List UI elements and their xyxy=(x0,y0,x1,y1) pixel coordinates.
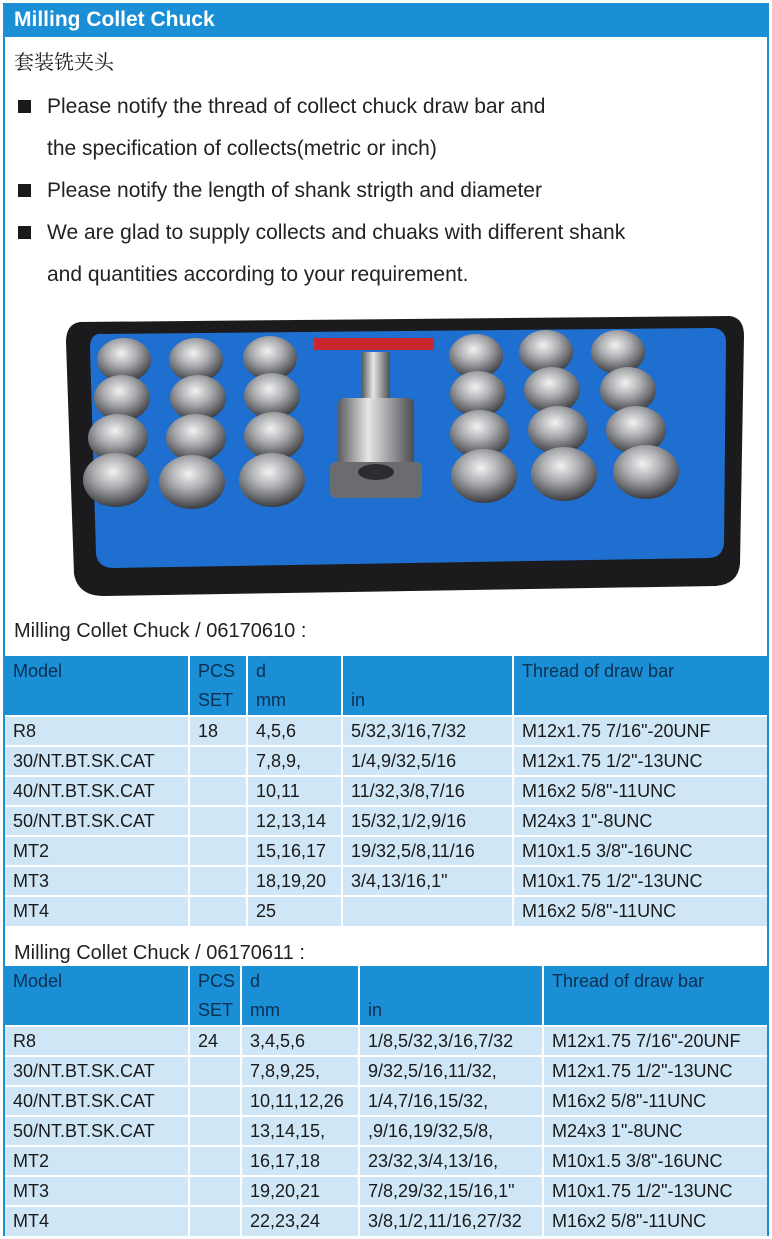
cell-in: 15/32,1/2,9/16 xyxy=(342,806,513,836)
cell-mm: 10,11,12,26 xyxy=(241,1086,359,1116)
note-line: We are glad to supply collects and chuaks with different shank xyxy=(47,221,626,244)
spec-table-06170610 xyxy=(5,656,767,926)
cell-model: MT4 xyxy=(5,896,189,926)
cell-pcs xyxy=(189,836,247,866)
cell-model: MT4 xyxy=(5,1206,189,1236)
header-set: SET xyxy=(189,686,247,716)
table-row xyxy=(5,776,767,806)
cell-pcs xyxy=(189,1056,241,1086)
table-row xyxy=(5,716,767,746)
cell-in: 3/8,1/2,11/16,27/32 xyxy=(359,1206,543,1236)
note-line: the specification of collects(metric or inch) xyxy=(47,137,437,160)
header-mm: mm xyxy=(241,996,359,1026)
cell-pcs xyxy=(189,1146,241,1176)
cell-thread: M16x2 5/8"-11UNC xyxy=(543,1206,767,1236)
cell-mm: 3,4,5,6 xyxy=(241,1026,359,1056)
table-row xyxy=(5,1026,767,1056)
header-in: in xyxy=(342,686,513,716)
page-title: Milling Collet Chuck xyxy=(3,3,769,37)
cell-mm: 25 xyxy=(247,896,342,926)
header-model: Model xyxy=(5,656,189,686)
cell-model: MT2 xyxy=(5,1146,189,1176)
cell-thread: M12x1.75 7/16"-20UNF xyxy=(543,1026,767,1056)
cell-model: 50/NT.BT.SK.CAT xyxy=(5,806,189,836)
cell-thread: M16x2 5/8"-11UNC xyxy=(513,776,767,806)
table-row xyxy=(5,746,767,776)
header-thread: Thread of draw bar xyxy=(513,656,767,686)
cell-pcs xyxy=(189,1206,241,1236)
cell-thread: M10x1.5 3/8"-16UNC xyxy=(513,836,767,866)
cell-pcs xyxy=(189,1176,241,1206)
note-item xyxy=(14,170,754,212)
cell-pcs xyxy=(189,1086,241,1116)
note-line: Please notify the thread of collect chuck draw bar and xyxy=(47,95,546,118)
header-mm: mm xyxy=(247,686,342,716)
collets-right xyxy=(449,330,679,503)
cell-mm: 7,8,9, xyxy=(247,746,342,776)
table-row xyxy=(5,1146,767,1176)
table-caption: Milling Collet Chuck / 06170610 : xyxy=(14,620,307,642)
table-row xyxy=(5,866,767,896)
table-row xyxy=(5,836,767,866)
square-bullet-icon xyxy=(18,184,31,197)
cell-model: 40/NT.BT.SK.CAT xyxy=(5,1086,189,1116)
cell-model: MT2 xyxy=(5,836,189,866)
header-pcs: PCS xyxy=(189,966,241,996)
cell-pcs xyxy=(189,1116,241,1146)
cell-mm: 7,8,9,25, xyxy=(241,1056,359,1086)
note-line: and quantities according to your requirement. xyxy=(47,263,469,286)
table-row xyxy=(5,1116,767,1146)
cell-mm: 19,20,21 xyxy=(241,1176,359,1206)
collets-left xyxy=(83,336,305,509)
cell-in: 1/8,5/32,3/16,7/32 xyxy=(359,1026,543,1056)
cell-in xyxy=(342,896,513,926)
spec-table-06170611 xyxy=(5,966,767,1236)
cell-in: 1/4,9/32,5/16 xyxy=(342,746,513,776)
header-thread-cont xyxy=(513,686,767,716)
notes-list xyxy=(14,86,754,296)
header-thread-cont xyxy=(543,996,767,1026)
cell-in: 5/32,3/16,7/32 xyxy=(342,716,513,746)
table-row xyxy=(5,1206,767,1236)
cell-thread: M16x2 5/8"-11UNC xyxy=(513,896,767,926)
cell-in: 9/32,5/16,11/32, xyxy=(359,1056,543,1086)
cell-model: MT3 xyxy=(5,866,189,896)
header-pcs: PCS xyxy=(189,656,247,686)
header-d: d xyxy=(247,656,342,686)
cell-mm: 13,14,15, xyxy=(241,1116,359,1146)
cell-model: 50/NT.BT.SK.CAT xyxy=(5,1116,189,1146)
table-caption: Milling Collet Chuck / 06170611 : xyxy=(14,942,305,964)
square-bullet-icon xyxy=(18,100,31,113)
header-in: in xyxy=(359,996,543,1026)
note-item xyxy=(14,212,754,296)
cell-mm: 15,16,17 xyxy=(247,836,342,866)
cell-thread: M12x1.75 1/2"-13UNC xyxy=(513,746,767,776)
cell-mm: 10,11 xyxy=(247,776,342,806)
cell-in: 19/32,5/8,11/16 xyxy=(342,836,513,866)
cell-pcs: 24 xyxy=(189,1026,241,1056)
cell-thread: M10x1.75 1/2"-13UNC xyxy=(513,866,767,896)
cell-pcs xyxy=(189,746,247,776)
cell-model: 40/NT.BT.SK.CAT xyxy=(5,776,189,806)
cell-pcs xyxy=(189,806,247,836)
table-row xyxy=(5,806,767,836)
header-d: d xyxy=(241,966,359,996)
cell-model: 30/NT.BT.SK.CAT xyxy=(5,1056,189,1086)
cell-thread: M10x1.5 3/8"-16UNC xyxy=(543,1146,767,1176)
header-model-cont xyxy=(5,996,189,1026)
header-model-cont xyxy=(5,686,189,716)
cell-in: 23/32,3/4,13/16, xyxy=(359,1146,543,1176)
header-set: SET xyxy=(189,996,241,1026)
cell-model: MT3 xyxy=(5,1176,189,1206)
header-in-group xyxy=(342,656,513,686)
header-model: Model xyxy=(5,966,189,996)
square-bullet-icon xyxy=(18,226,31,239)
cell-thread: M12x1.75 1/2"-13UNC xyxy=(543,1056,767,1086)
cell-pcs xyxy=(189,776,247,806)
cell-pcs xyxy=(189,896,247,926)
note-item xyxy=(14,86,754,170)
cell-model: R8 xyxy=(5,716,189,746)
cell-mm: 4,5,6 xyxy=(247,716,342,746)
cell-in: 3/4,13/16,1" xyxy=(342,866,513,896)
table-row xyxy=(5,1056,767,1086)
header-in-group xyxy=(359,966,543,996)
chinese-subtitle: 套装铣夹头 xyxy=(14,50,114,74)
cell-mm: 18,19,20 xyxy=(247,866,342,896)
cell-in: 1/4,7/16,15/32, xyxy=(359,1086,543,1116)
cell-pcs xyxy=(189,866,247,896)
cell-mm: 22,23,24 xyxy=(241,1206,359,1236)
cell-pcs: 18 xyxy=(189,716,247,746)
cell-thread: M16x2 5/8"-11UNC xyxy=(543,1086,767,1116)
table-row xyxy=(5,896,767,926)
collet-set-photo xyxy=(64,312,746,602)
table-row xyxy=(5,1086,767,1116)
cell-in: 11/32,3/8,7/16 xyxy=(342,776,513,806)
cell-in: 7/8,29/32,15/16,1" xyxy=(359,1176,543,1206)
case-label-strip xyxy=(314,338,434,350)
cell-mm: 12,13,14 xyxy=(247,806,342,836)
cell-in: ,9/16,19/32,5/8, xyxy=(359,1116,543,1146)
cell-thread: M12x1.75 7/16"-20UNF xyxy=(513,716,767,746)
cell-model: 30/NT.BT.SK.CAT xyxy=(5,746,189,776)
cell-mm: 16,17,18 xyxy=(241,1146,359,1176)
cell-thread: M24x3 1"-8UNC xyxy=(543,1116,767,1146)
note-line: Please notify the length of shank strigth and diameter xyxy=(47,179,542,202)
cell-thread: M10x1.75 1/2"-13UNC xyxy=(543,1176,767,1206)
cell-thread: M24x3 1"-8UNC xyxy=(513,806,767,836)
table-row xyxy=(5,1176,767,1206)
header-thread: Thread of draw bar xyxy=(543,966,767,996)
cell-model: R8 xyxy=(5,1026,189,1056)
